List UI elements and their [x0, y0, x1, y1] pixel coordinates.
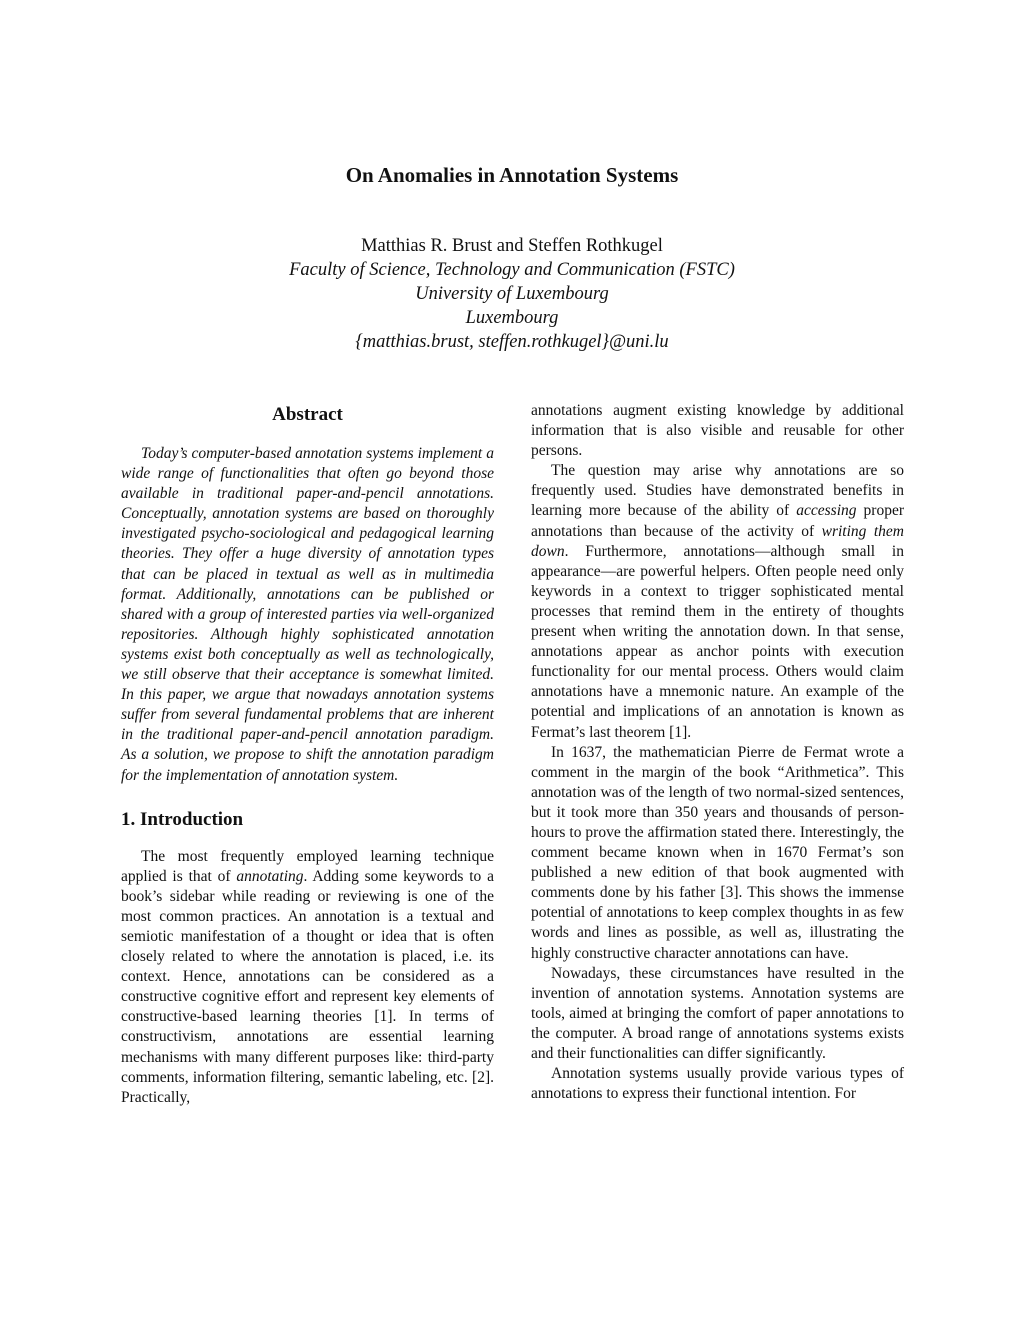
affiliation-faculty: Faculty of Science, Technology and Communication (FSTC): [289, 260, 735, 280]
introduction-paragraph: [121, 847, 494, 1108]
emphasis-writing-them-down: writing them down: [531, 522, 904, 560]
abstract-text: Today’s computer-based annotation systems implement a wide range of functionalities that often go beyond those available in traditional paper-and-pencil annotations. Conceptually, annotation systems are based on thoroughly investigated psycho-sociological and pedagogical learning theories. They offer a huge diversity of annotation types that can be placed in textual as well as in multimedia format. Additionally, annotations can be published or shared with a group of interested parties via well-organized repositories. Although highly sophisticated annotation systems exist both conceptually as well as technologically, we still observe that their acceptance is somewhat limited. In this paper, we argue that nowadays annotation systems suffer from several fundamental problems that are inherent in the traditional paper-and-pencil annotation paradigm. As a solution, we propose to shift the annotation paradigm for the implementation of annotation system.: [121, 445, 494, 784]
question-text-a: The question may arise why annotations are so frequently used. Studies have demonstrated benefits in learning more because of the ability of: [531, 462, 904, 520]
question-text-c: . Furthermore, annotations—although small in appearance—are powerful helpers. Often people need only keywords in a context to trigger sophisticated mental processes that remind them in the entirety of thoughts present when writing the annotation down. In that sense, annotations appear as anchor points with execution functionality for our mental process. Others would claim annotations have a mnemonic nature. An example of the potential and implications of an annotation is known as Fermat’s last theorem [1].: [531, 542, 904, 741]
paper-title: On Anomalies in Annotation Systems: [345, 163, 679, 187]
annotation-systems-paragraph: Nowadays, these circumstances have resulted in the invention of annotation systems. Annotation systems are tools, aimed at bringing the comfort of paper annotations to the computer. A broad range of annotations systems exists and their functionalities can differ significantly.: [531, 964, 904, 1062]
emphasis-accessing: accessing: [796, 502, 857, 520]
right-column: [531, 401, 904, 1104]
author-emails: {matthias.brust, steffen.rothkugel}@uni.lu: [355, 332, 669, 352]
author-names: Matthias R. Brust and Steffen Rothkugel: [361, 236, 663, 256]
abstract-heading: Abstract: [272, 404, 343, 425]
intro-emphasis-annotating: annotating: [236, 867, 304, 885]
types-paragraph: Annotation systems usually provide various types of annotations to express their functional intention. For: [531, 1065, 904, 1103]
affiliation-country: Luxembourg: [465, 308, 559, 328]
left-column: [121, 401, 494, 1108]
affiliation-university: University of Luxembourg: [415, 284, 609, 304]
author-block: [0, 234, 1024, 354]
question-text-b: proper annotations than because of the activity of: [531, 502, 905, 540]
intro-text-a: The most frequently employed learning technique applied is that of: [121, 847, 494, 885]
intro-text-b: . Adding some keywords to a book’s sidebar while reading or reviewing is one of the most common practices. An annotation is a textual and semiotic manifestation of a thought or idea that is often closely related to where the annotation is placed, i.e. its context. Hence, annotations can be considered as a constructive cognitive effort and represent key elements of constructive-based learning theories [1]. In terms of constructivism, annotations are essential learning mechanisms with many different purposes like: third-party comments, information filtering, semantic labeling, etc. [2]. Practically,: [121, 867, 494, 1106]
introduction-heading: 1. Introduction: [121, 808, 244, 830]
continued-paragraph: annotations augment existing knowledge by additional information that is also visible and reusable for other persons.: [531, 402, 904, 460]
fermat-paragraph: In 1637, the mathematician Pierre de Fermat wrote a comment in the margin of the book “Arithmetica”. This annotation was of the length of two normal-sized sentences, but it took more than 350 years and thousands of person-hours to prove the affirmation stated there. Interestingly, the comment became known when in 1670 Fermat’s son published a new edition of that book augmented with comments done by his father [3]. This shows the immense potential of annotations to keep complex thoughts in as few words and lines as possible, as well as, illustrating the highly constructive character annotations can have.: [531, 743, 904, 962]
question-paragraph: [531, 461, 904, 742]
